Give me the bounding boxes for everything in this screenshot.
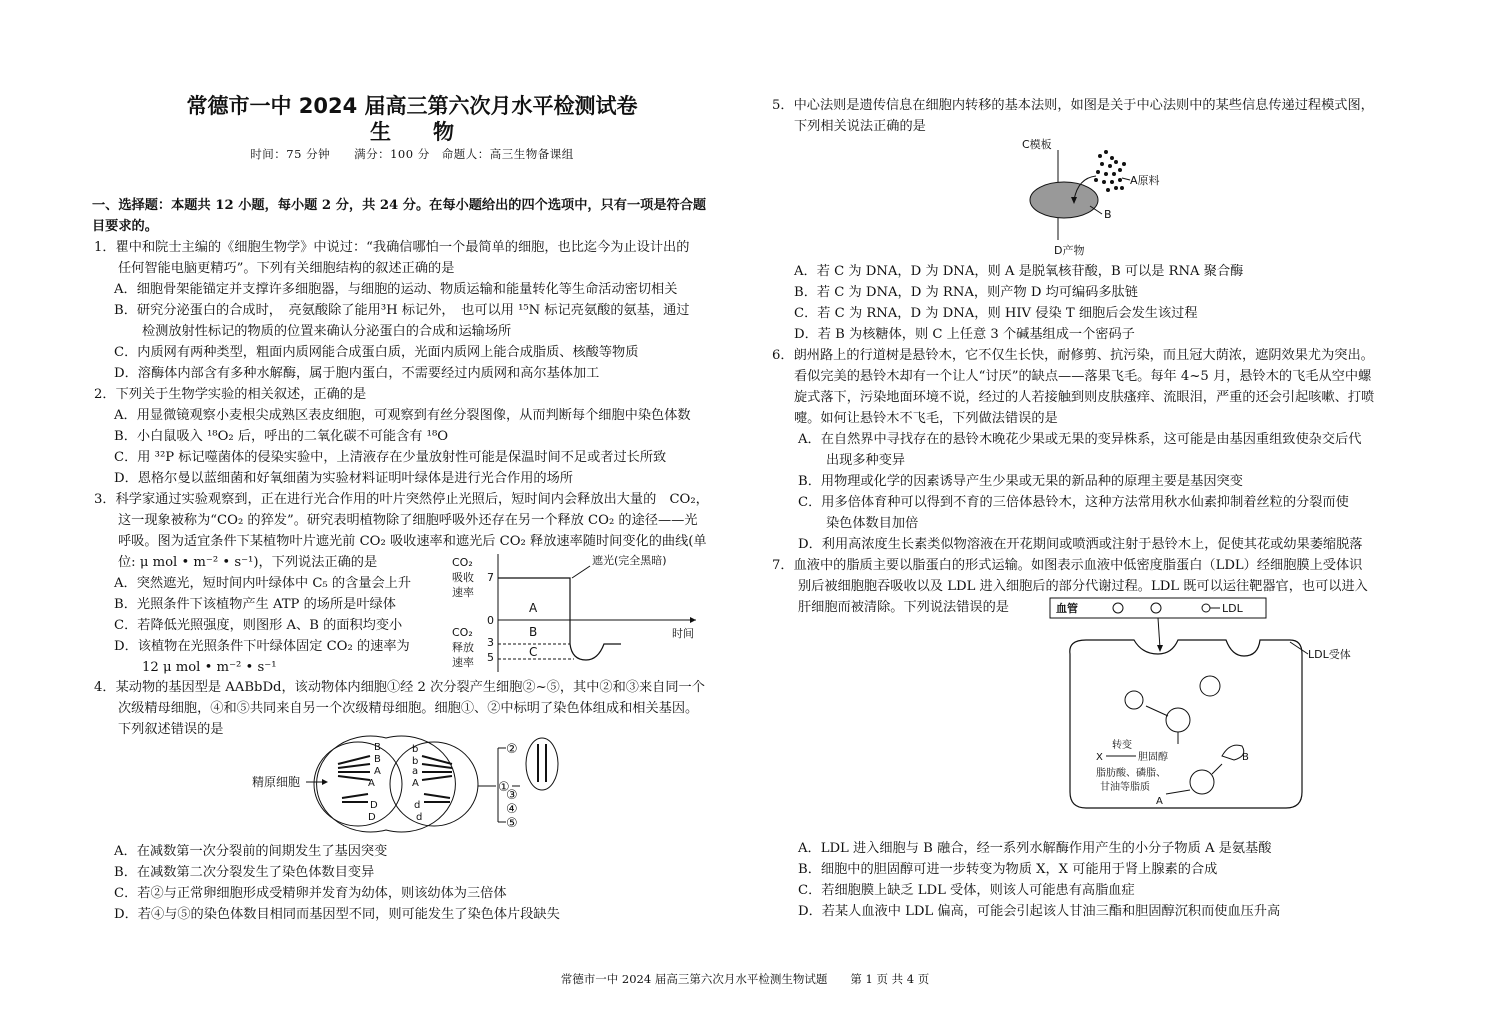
q6-option-c-2: 染色体数目加倍	[826, 516, 919, 531]
chart-x-label: 时间	[672, 627, 694, 640]
q3-stem-1: 3．科学家通过实验观察到，正在进行光合作用的叶片突然停止光照后，短时间内会释放出大量的 CO₂，	[94, 492, 709, 507]
q3-option-d-1: D．该植物在光照条件下叶绿体固定 CO₂ 的速率为	[114, 639, 410, 654]
q4-gene-A1: A	[374, 766, 381, 777]
title-line: 常德市一中 2024 届高三第六次月水平检测试卷	[186, 94, 638, 118]
q7-fig-x: X	[1096, 752, 1103, 763]
q4-meiosis-figure	[246, 734, 586, 838]
exam-meta: 时间：75 分钟 满分：100 分 命题人：高三生物备课组	[250, 147, 574, 161]
q7-fusion	[1166, 708, 1190, 732]
q5-option-b: B．若 C 为 DNA，D 为 RNA，则产物 D 均可编码多肽链	[794, 285, 1138, 300]
q4-option-c: C．若②与正常卵细胞形成受精卵并发育为幼体，则该幼体为三倍体	[114, 886, 507, 901]
q6-stem-2: 看似完美的悬铃木却有一个让人“讨厌”的缺点——落果飞毛。每年 4~5 月，悬铃木的飞毛从空中螺	[794, 369, 1372, 384]
chart-tick-5: 5	[487, 651, 494, 664]
q3-stem-3: 呼吸。图为适宜条件下某植物叶片遮光前 CO₂ 吸收速率和遮光后 CO₂ 释放速率随时间变化的曲线(单	[118, 534, 707, 549]
chart-tick-0: 0	[487, 614, 494, 627]
q5-fig-d: D产物	[1054, 244, 1085, 257]
chart-y-bot-2: 释放	[452, 641, 474, 654]
q7-endosome	[1125, 691, 1143, 709]
q7-fig-vessel: 血管	[1056, 602, 1078, 615]
q4-option-b: B．在减数第二次分裂发生了染色体数目变异	[114, 865, 375, 880]
page-footer: 常德市一中 2024 届高三第六次月水平检测生物试题 第 1 页 共 4 页	[560, 972, 930, 986]
q4-gene-D1: D	[370, 800, 378, 811]
q4-gene-b2: b	[412, 756, 419, 767]
q7-lysosome	[1190, 770, 1214, 794]
q1-stem-2: 任何智能电脑更精巧”。下列有关细胞结构的叙述正确的是	[118, 261, 455, 276]
section-heading-2: 目要求的。	[92, 219, 158, 234]
q4-gene-b1: b	[412, 744, 419, 755]
q4-gene-d1: d	[414, 800, 421, 811]
q4-cell-right	[390, 742, 478, 826]
chart-y-top-2: 吸收	[452, 571, 474, 584]
q7-b-body	[1222, 745, 1244, 760]
q5-stem-2: 下列相关说法正确的是	[794, 119, 926, 134]
q7-arrow-down	[1158, 618, 1160, 648]
q1-option-a: A．细胞骨架能锚定并支撑许多细胞器，与细胞的运动、物质运输和能量转化等生命活动密切相关	[114, 282, 678, 297]
q7-fig-receptor: LDL受体	[1308, 648, 1351, 661]
q3-option-a: A．突然遮光，短时间内叶绿体中 C₅ 的含量会上升	[114, 576, 412, 591]
q5-fig-c: C模板	[1022, 138, 1052, 151]
chart-x-arrow	[690, 617, 696, 623]
q2-option-c: C．用 ³²P 标记噬菌体的侵染实验中，上清液存在少量放射性可能是保温时间不足或者过长所致	[114, 450, 667, 465]
q7-fig-lip2: 甘油等脂质	[1100, 782, 1150, 793]
q4-gene-D2: D	[368, 812, 376, 823]
subject-line: 生 物	[370, 120, 454, 144]
section-heading-1: 一、选择题：本题共 12 小题，每小题 2 分，共 24 分。在每小题给出的四个选项中，只有一项是符合题	[92, 198, 707, 213]
chart-tick-3: 3	[487, 636, 494, 649]
chart-tick-7: 7	[487, 571, 494, 584]
q3-stem-4: 位: μ mol • m⁻² • s⁻¹)，下列说法正确的是	[118, 555, 378, 570]
q3-stem-2: 这一现象被称为“CO₂ 的猝发”。研究表明植物除了细胞呼吸外还存在另一个释放 CO₂ 的途径——光	[118, 513, 698, 528]
q7-option-b: B．细胞中的胆固醇可进一步转变为物质 X，X 可能用于肾上腺素的合成	[798, 862, 1218, 877]
q5-a-pointer	[1122, 178, 1130, 180]
q4-gene-d2: d	[416, 812, 423, 823]
q1-stem-1: 1．瞿中和院士主编的《细胞生物学》中说过：“我确信哪怕一个最简单的细胞，也比迄今为止设计出的	[94, 240, 690, 255]
q7-fig-chol: 胆固醇	[1138, 752, 1168, 763]
q6-stem-3: 旋式落下，污染地面环境不说，经过的人若接触到则皮肤瘙痒、流眼泪，严重的还会引起咳嗽、打喷	[794, 390, 1375, 405]
q4-stem-2: 次级精母细胞，④和⑤共同来自另一个次级精母细胞。细胞①、②中标明了染色体组成和相关基因。	[118, 701, 699, 716]
q1-option-b-1: B．研究分泌蛋白的合成时， 亮氨酸除了能用³H 标记外， 也可以用 ¹⁵N 标记亮氨酸的氨基，通过	[114, 303, 690, 318]
q3-photosynthesis-chart	[446, 548, 706, 676]
chart-y-bot-1: CO₂	[452, 626, 473, 639]
chart-y-bot-3: 速率	[452, 656, 474, 669]
q7-option-c: C．若细胞膜上缺乏 LDL 受体，则该人可能患有高脂血症	[798, 883, 1135, 898]
q7-option-d: D．若某人血液中 LDL 偏高，可能会引起该人甘油三酯和胆固醇沉积而使血压升高	[798, 904, 1281, 919]
q7-stem-3: 肝细胞而被清除。下列说法错误的是	[798, 600, 1009, 615]
q5-stem-1: 5．中心法则是遗传信息在细胞内转移的基本法则，如图是关于中心法则中的某些信息传递过程模式图，	[772, 98, 1374, 113]
q4-gene-a2: A	[412, 778, 419, 789]
q6-option-a-1: A．在自然界中寻找存在的悬铃木晚花少果或无果的变异株系，这可能是由基因重组致使杂交后代	[798, 432, 1362, 447]
q7-fig-a: A	[1156, 796, 1163, 807]
chart-y-top-1: CO₂	[452, 556, 473, 569]
q4-gene-a1: a	[412, 766, 419, 777]
q5-fig-b: B	[1104, 208, 1112, 221]
q5-raw-material-dots	[1094, 150, 1126, 192]
chart-release-curve	[570, 644, 621, 660]
q1-option-b-2: 检测放射性标记的物质的位置来确认分泌蛋白的合成和运输场所	[142, 324, 512, 339]
q6-option-d: D．利用高浓度生长素类似物溶液在开花期间或喷洒或注射于悬铃木上，促使其花或幼果萎缩脱落	[798, 537, 1363, 552]
q6-option-c-1: C．用多倍体育种可以得到不育的三倍体悬铃木，这种方法常用秋水仙素抑制着丝粒的分裂而使	[798, 495, 1349, 510]
q7-ldl-figure	[1046, 596, 1376, 816]
q6-option-a-2: 出现多种变异	[826, 453, 906, 468]
q5-central-dogma-figure	[1012, 134, 1192, 258]
q4-cell-2-drawing	[526, 738, 558, 790]
q4-option-a: A．在减数第一次分裂前的间期发生了基因突变	[114, 844, 388, 859]
chart-area-b: B	[529, 625, 538, 639]
chart-area-a: A	[529, 601, 538, 615]
chart-dark-label: 遮光(完全黑暗)	[592, 554, 667, 567]
q4-cell-5: ⑤	[506, 816, 518, 831]
q5-option-a: A．若 C 为 DNA，D 为 DNA，则 A 是脱氧核苷酸，B 可以是 RNA 聚合酶	[794, 264, 1244, 279]
q6-stem-4: 嚏。如何让悬铃木不飞毛，下列做法错误的是	[794, 411, 1058, 426]
q7-fig-convert: 转变	[1112, 740, 1132, 751]
q4-cell-1: ①	[498, 780, 510, 795]
q3-option-d-2: 12 μ mol • m⁻² • s⁻¹	[142, 660, 277, 675]
q2-option-b: B．小白鼠吸入 ¹⁸O₂ 后，呼出的二氧化碳不可能含有 ¹⁸O	[114, 429, 449, 444]
q2-option-a: A．用显微镜观察小麦根尖成熟区表皮细胞，可观察到有丝分裂图像，从而判断每个细胞中染色体数	[114, 408, 691, 423]
q7-fig-b: B	[1242, 752, 1249, 763]
q7-arrows	[1146, 706, 1222, 794]
q7-stem-1: 7．血液中的脂质主要以脂蛋白的形式运输。如图表示血液中低密度脂蛋白（LDL）经细胞膜上受体识	[772, 558, 1363, 573]
chart-y-top-3: 速率	[452, 586, 474, 599]
q4-gene-A2: A	[368, 778, 375, 789]
q4-stem-3: 下列叙述错误的是	[118, 722, 224, 737]
q3-option-b: B．光照条件下该植物产生 ATP 的场所是叶绿体	[114, 597, 396, 612]
q7-fig-lip1: 脂肪酸、磷脂、	[1096, 768, 1166, 779]
q5-fig-a: A原料	[1130, 174, 1160, 187]
q2-stem: 2．下列关于生物学实验的相关叙述，正确的是	[94, 387, 367, 402]
q4-gene-B2: B	[374, 754, 381, 765]
q4-cell-left	[314, 742, 402, 826]
q4-cell-2: ②	[506, 742, 518, 757]
q5-option-d: D．若 B 为核糖体，则 C 上任意 3 个碱基组成一个密码子	[794, 327, 1135, 342]
q7-option-a: A．LDL 进入细胞与 B 融合，经一系列水解酶作用产生的小分子物质 A 是氨基酸	[798, 841, 1272, 856]
q4-cell-4: ④	[506, 802, 518, 817]
chart-dark-pointer	[572, 566, 590, 578]
q4-gene-B1: B	[374, 742, 381, 753]
q1-option-d: D．溶酶体内部含有多种水解酶，属于胞内蛋白，不需要经过内质网和高尔基体加工	[114, 366, 600, 381]
q4-option-d: D．若④与⑤的染色体数目相同而基因型不同，则可能发生了染色体片段缺失	[114, 907, 560, 922]
q4-arrow-head	[322, 779, 328, 785]
q7-stem-2: 别后被细胞胞吞吸收以及 LDL 进入细胞后的部分代谢过程。LDL 既可以运往靶器官，也可以进入	[798, 579, 1368, 594]
q3-option-c: C．若降低光照强度，则图形 A、B 的面积均变小	[114, 618, 403, 633]
exam-title	[92, 93, 732, 145]
q5-enzyme-ellipse	[1030, 182, 1098, 218]
q5-option-c: C．若 C 为 RNA，D 为 DNA，则 HIV 侵染 T 细胞后会发生该过程	[794, 306, 1198, 321]
q7-fig-ldl: LDL	[1222, 602, 1243, 615]
q4-cell-outline	[317, 736, 456, 832]
q6-stem-1: 6．朗州路上的行道树是悬铃木，它不仅生长快，耐修剪、抗污染，而且冠大荫浓，遮阴效果尤为突出。	[772, 348, 1374, 363]
q6-option-b: B．用物理或化学的因素诱导产生少果或无果的新品种的原理主要是基因突变	[798, 474, 1243, 489]
q4-fig-label: 精原细胞	[252, 775, 301, 789]
q7-vesicle	[1200, 676, 1220, 696]
q2-option-d: D．恩格尔曼以蓝细菌和好氧细菌为实验材料证明叶绿体是进行光合作用的场所	[114, 471, 573, 486]
q4-cell-3: ③	[506, 788, 518, 803]
q1-option-c: C．内质网有两种类型，粗面内质网能合成蛋白质，光面内质网上能合成脂质、核酸等物质	[114, 345, 639, 360]
chart-area-c: C	[529, 645, 538, 659]
q7-ldl-particles	[1113, 603, 1210, 613]
q4-stem-1: 4．某动物的基因型是 AABbDd，该动物体内细胞①经 2 次分裂产生细胞②~⑤，其中②和③来自同一个	[94, 680, 705, 695]
